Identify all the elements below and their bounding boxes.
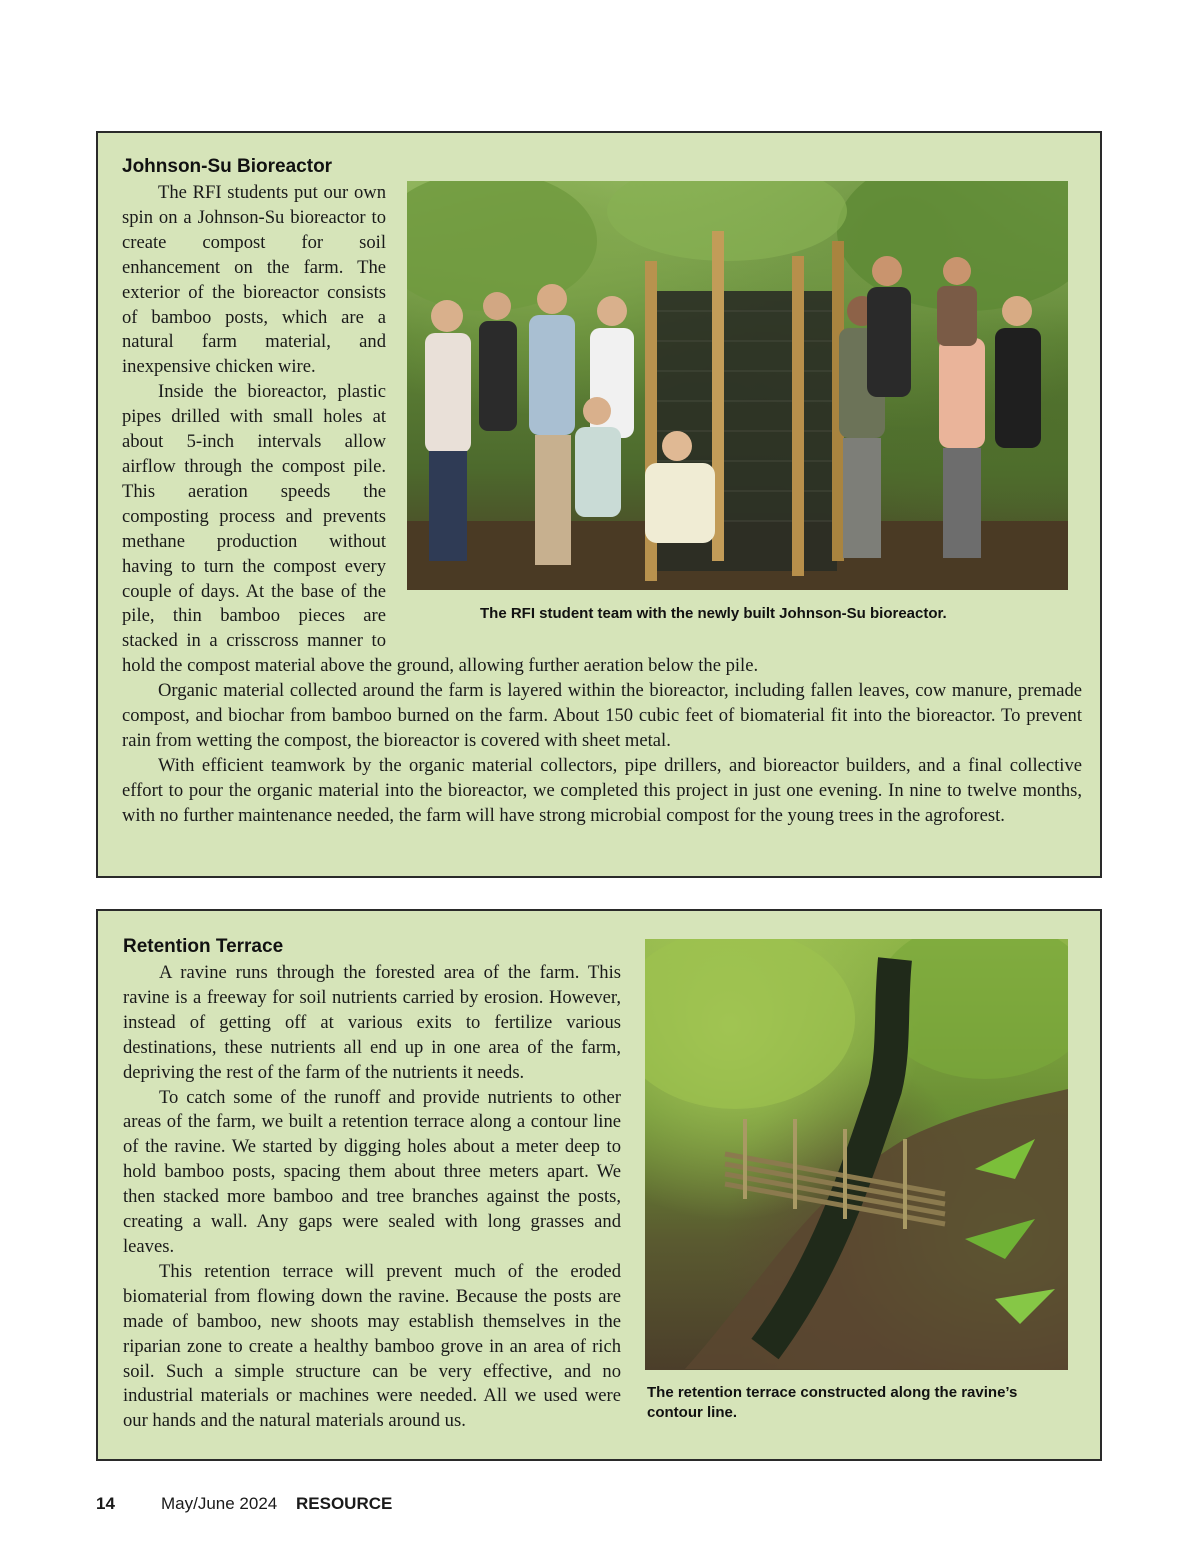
photo-illustration: [645, 939, 1068, 1370]
paragraph: A ravine runs through the forested area of the farm. This ravine is a freeway for soil nutrients carried by erosion. However, instead of getting off at various exits to fertilize various destinations, these nutrients all end up in one area of the farm, depriving the rest of the farm of the nutrients it needs.: [123, 962, 621, 1083]
section-heading: Retention Terrace: [123, 936, 284, 957]
section-body: [122, 181, 1082, 829]
paragraph: Organic material collected around the farm is layered within the bioreactor, including fallen leaves, cow manure, premade compost, and biochar from bamboo burned on the farm. About 150 cubic feet of biomaterial fit into the bioreactor. To prevent rain from wetting the compost, the bioreactor is covered with sheet metal.: [122, 680, 1082, 751]
paragraph: With efficient teamwork by the organic material collectors, pipe drillers, and bioreactor builders, and a final collective effort to pour the organic material into the bioreactor, we completed this project in just one evening. In nine to twelve months, with no further maintenance needed, the farm will have strong microbial compost for the young trees in the agroforest.: [122, 754, 1082, 826]
paragraph: The RFI students put our own spin on a Johnson-Su bioreactor to create compost for soil enhancement on the farm. The exterior of the bioreactor consists of bamboo posts, which are a natural farm material, and inexpensive chicken wire.: [122, 182, 386, 378]
photo-float-spacer: [402, 181, 1082, 653]
photo-caption: The RFI student team with the newly built Johnson-Su bioreactor.: [480, 605, 947, 622]
page-number: 14: [96, 1494, 115, 1513]
issue-date: May/June 2024: [161, 1494, 278, 1513]
paragraph: Inside the bioreactor, plastic pipes drilled with small holes at about 5-inch intervals allow airflow through the compost pile. This aeration speeds the composting process and prevents methane production without having to turn the compost every couple of days. At the base of the pile, thin bamboo pieces are stacked in a crisscross manner to hold the compost material above the ground, allowing further aeration below the pile.: [122, 381, 759, 677]
section-body: [123, 961, 621, 1434]
retention-terrace-section: [96, 909, 1102, 1461]
paragraph: To catch some of the runoff and provide nutrients to other areas of the farm, we built a retention terrace along a contour line of the ravine. We started by digging holes about a meter deep to hold bamboo posts, spacing them about three meters apart. We then stacked more bamboo and tree branches against the posts, creating a wall. Any gaps were sealed with long grasses and leaves.: [123, 1086, 621, 1257]
photo-caption: The retention terrace constructed along the ravine’s contour line.: [647, 1384, 1018, 1421]
paragraph: This retention terrace will prevent much of the eroded biomaterial from flowing down the ravine. Because the posts are made of bamboo, new shoots may establish themselves in the riparian zone to create a healthy bamboo grove in an area of rich soil. Such a simple structure can be very effective, and no industrial materials or machines were needed. All we used were our hands and the natural materials around us.: [123, 1260, 621, 1432]
retention-terrace-photo: [645, 939, 1068, 1370]
johnson-su-section: [96, 131, 1102, 878]
magazine-name: RESOURCE: [296, 1494, 393, 1513]
section-heading: Johnson-Su Bioreactor: [122, 156, 333, 177]
